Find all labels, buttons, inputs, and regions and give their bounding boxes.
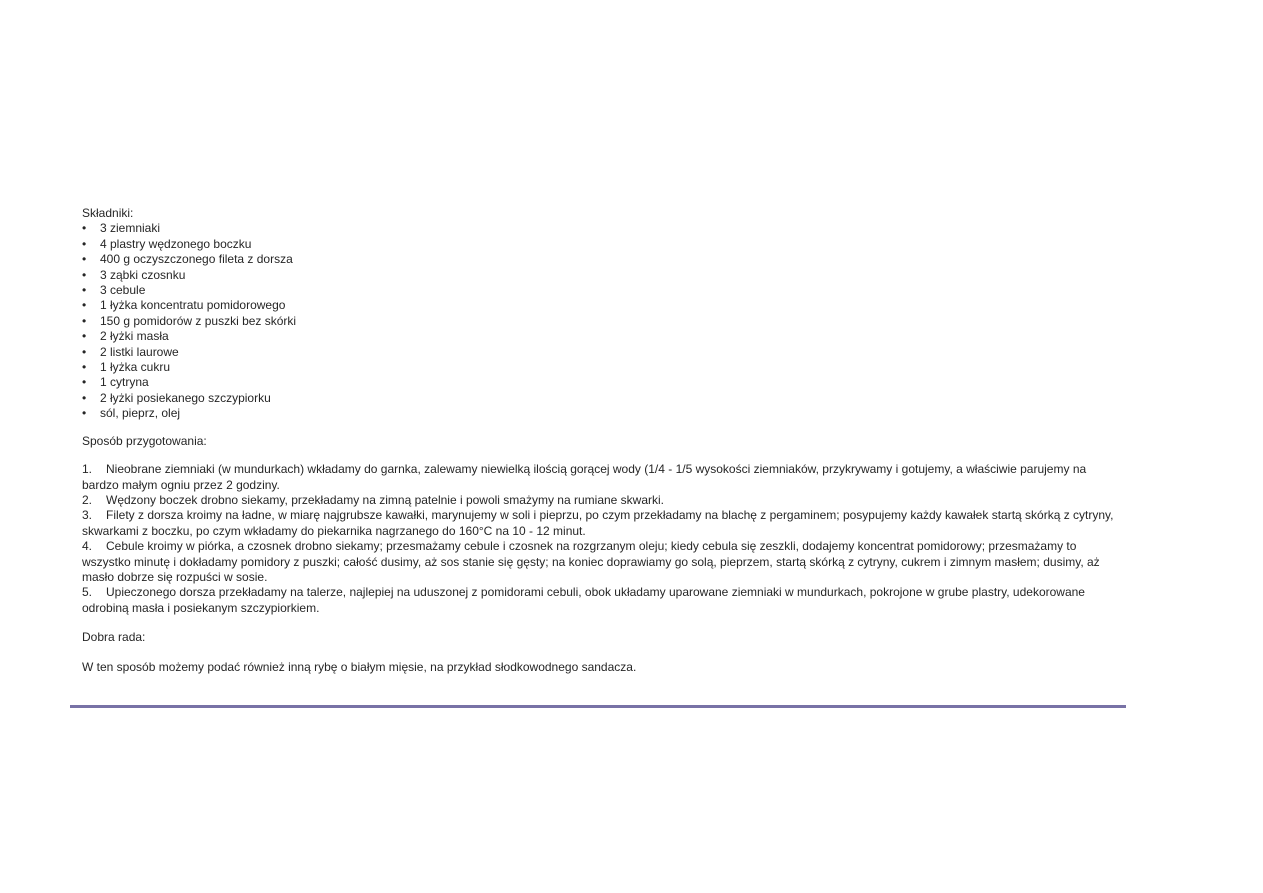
ingredient-item <box>82 314 1122 329</box>
ingredient-item <box>82 237 1122 252</box>
method-step <box>82 493 1122 508</box>
bullet-icon: • <box>82 406 87 421</box>
bullet-icon: • <box>82 298 87 313</box>
bullet-icon: • <box>82 283 87 298</box>
ingredient-item <box>82 406 1122 421</box>
step-text: Cebule kroimy w piórka, a czosnek drobno siekamy; przesmażamy cebule i czosnek na rozgrzanym oleju; kiedy cebula się zeszkli, dodajemy koncentrat pomidorowy; przesmażamy to wszystko minutę i dokładamy pomidory z puszki; całość dusimy, aż sos stanie się gęsty; na koniec doprawiamy go solą, pieprzem, startą skórką z cytryny, cukrem i zimnym masłem; dusimy, aż masło dobrze się rozpuści w sosie. <box>82 539 1100 584</box>
method-heading: Sposób przygotowania: <box>82 433 207 448</box>
ingredient-item <box>82 252 1122 267</box>
tip-text: W ten sposób możemy podać również inną rybę o białym mięsie, na przykład słodkowodnego sandacza. <box>82 659 637 674</box>
ingredient-item <box>82 360 1122 375</box>
bullet-icon: • <box>82 221 87 236</box>
ingredient-item <box>82 283 1122 298</box>
ingredient-item <box>82 298 1122 313</box>
method-steps <box>82 462 1122 616</box>
ingredient-text: 3 cebule <box>100 283 146 298</box>
method-step <box>82 508 1122 539</box>
ingredient-text: 1 łyżka koncentratu pomidorowego <box>100 298 286 313</box>
tip-heading: Dobra rada: <box>82 630 146 645</box>
bullet-icon: • <box>82 390 87 405</box>
ingredients-list <box>82 221 1122 421</box>
ingredients-heading: Składniki: <box>82 206 134 220</box>
ingredient-text: 2 łyżki masła <box>100 329 169 344</box>
bullet-icon: • <box>82 267 87 282</box>
method-step <box>82 462 1122 493</box>
bullet-icon: • <box>82 329 87 344</box>
step-number: 1. <box>82 462 93 477</box>
ingredient-text: 2 łyżki posiekanego szczypiorku <box>100 390 271 405</box>
step-text: Filety z dorsza kroimy na ładne, w miarę najgrubsze kawałki, marynujemy w soli i pieprzu, po czym przekładamy na blachę z pergaminem; posypujemy każdy kawałek startą skórką z cytryny, skwarkami z boczku, po czym wkładamy do piekarnika nagrzanego do 160°C na 10 - 12 minut. <box>82 508 1114 538</box>
ingredient-text: 3 ziemniaki <box>100 221 161 236</box>
ingredient-text: 400 g oczyszczonego fileta z dorsza <box>100 252 293 267</box>
ingredient-text: 150 g pomidorów z puszki bez skórki <box>100 313 297 328</box>
ingredient-text: 4 plastry wędzonego boczku <box>100 236 252 251</box>
ingredient-text: 2 listki laurowe <box>100 344 179 359</box>
ingredient-item <box>82 329 1122 344</box>
method-step <box>82 585 1122 616</box>
bullet-icon: • <box>82 252 87 267</box>
ingredient-text: 1 łyżka cukru <box>100 360 171 375</box>
step-text: Nieobrane ziemniaki (w mundurkach) wkładamy do garnka, zalewamy niewielką ilością gorącej wody (1/4 - 1/5 wysokości ziemniaków, przykrywamy i gotujemy, a właściwie parujemy na bardzo małym ogniu przez 2 godziny. <box>82 462 1087 492</box>
ingredient-item <box>82 221 1122 236</box>
method-step <box>82 539 1122 585</box>
bullet-icon: • <box>82 344 87 359</box>
ingredient-item <box>82 375 1122 390</box>
divider-line <box>70 705 1126 708</box>
ingredient-text: 3 ząbki czosnku <box>100 267 186 282</box>
step-text: Wędzony boczek drobno siekamy, przekładamy na zimną patelnie i powoli smażymy na rumiane skwarki. <box>106 492 665 507</box>
ingredient-text: 1 cytryna <box>100 375 149 390</box>
step-number: 4. <box>82 539 93 554</box>
ingredient-text: sól, pieprz, olej <box>100 406 181 421</box>
bullet-icon: • <box>82 313 87 328</box>
bullet-icon: • <box>82 375 87 390</box>
step-text: Upieczonego dorsza przekładamy na talerze, najlepiej na uduszonej z pomidorami cebuli, obok układamy uparowane ziemniaki w mundurkach, pokrojone w grube plastry, udekorowane odrobiną masła i posiekanym szczypiorkiem. <box>82 585 1085 615</box>
ingredient-item <box>82 391 1122 406</box>
recipe-document <box>82 206 1122 675</box>
step-number: 5. <box>82 585 93 600</box>
ingredient-item <box>82 268 1122 283</box>
ingredient-item <box>82 345 1122 360</box>
bullet-icon: • <box>82 360 87 375</box>
step-number: 2. <box>82 492 93 507</box>
step-number: 3. <box>82 508 93 523</box>
bullet-icon: • <box>82 236 87 251</box>
